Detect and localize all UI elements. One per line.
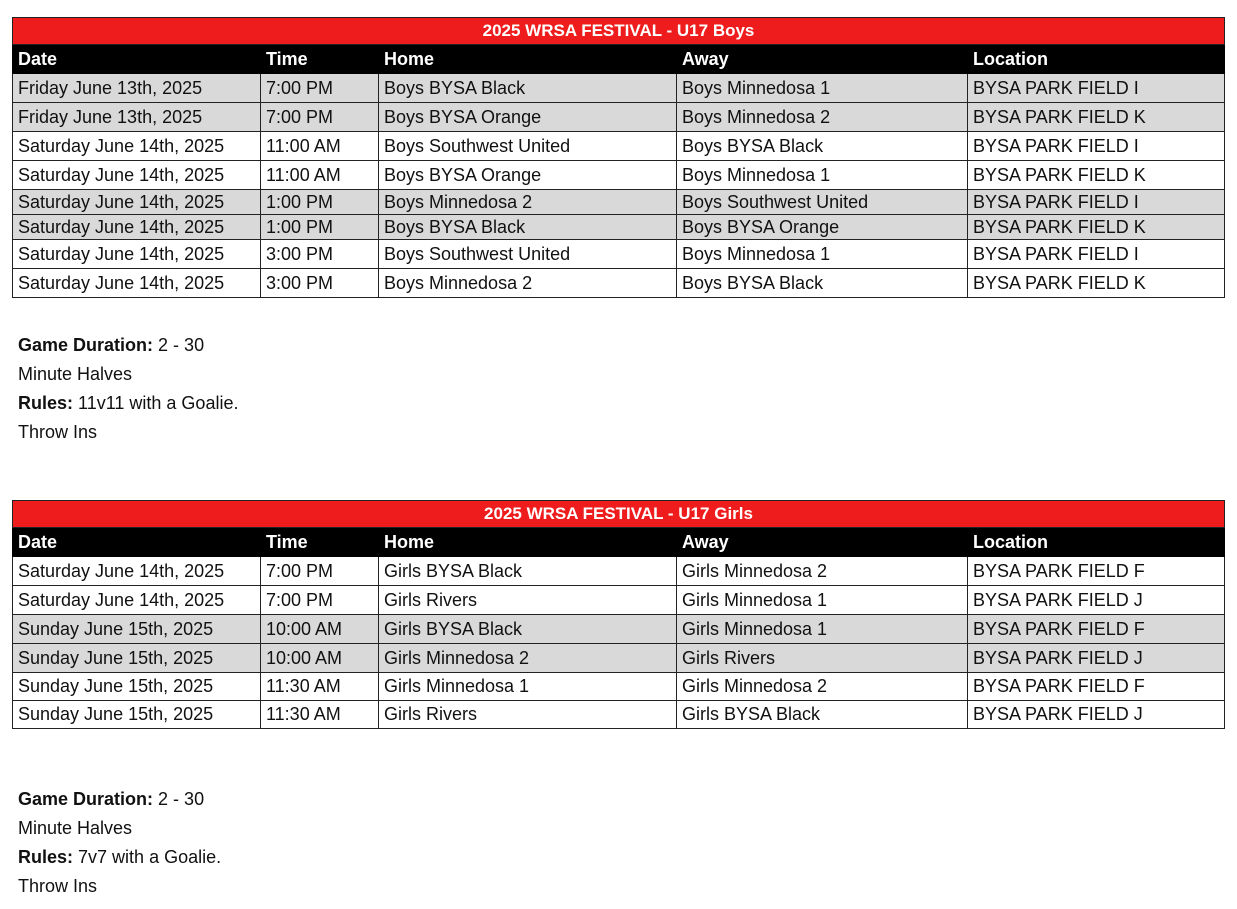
boys-schedule-table [12,17,1225,298]
cell-location: BYSA PARK FIELD I [968,74,1225,103]
cell-time: 10:00 AM [261,615,379,644]
column-header-away: Away [677,528,968,557]
table-row [13,701,1225,729]
cell-away: Girls Minnedosa 2 [677,673,968,701]
column-header-home: Home [379,45,677,74]
cell-date: Saturday June 14th, 2025 [13,240,261,269]
game-duration-continuation: Minute Halves [18,364,133,384]
girls-header-row [13,528,1225,557]
cell-home: Girls Minnedosa 2 [379,644,677,673]
cell-away: Boys Southwest United [677,190,968,215]
cell-home: Boys BYSA Black [379,74,677,103]
cell-home: Boys BYSA Orange [379,161,677,190]
cell-date: Sunday June 15th, 2025 [13,615,261,644]
game-duration-value: 2 - 30 [158,335,205,355]
cell-home: Girls BYSA Black [379,557,677,586]
cell-home: Boys Minnedosa 2 [379,269,677,298]
game-duration-line [18,332,278,361]
cell-time: 7:00 PM [261,557,379,586]
girls-table-body [13,557,1225,729]
girls-table-title: 2025 WRSA FESTIVAL - U17 Girls [13,501,1225,528]
rules-label: Rules: [18,393,74,413]
cell-home: Girls BYSA Black [379,615,677,644]
cell-away: Boys Minnedosa 1 [677,74,968,103]
cell-time: 7:00 PM [261,103,379,132]
column-header-date: Date [13,528,261,557]
table-row [13,215,1225,240]
cell-home: Boys BYSA Orange [379,103,677,132]
cell-date: Saturday June 14th, 2025 [13,269,261,298]
cell-home: Boys Southwest United [379,132,677,161]
cell-home: Boys Southwest United [379,240,677,269]
cell-time: 7:00 PM [261,586,379,615]
rules-value: 7v7 with a Goalie. [78,847,222,867]
cell-away: Girls BYSA Black [677,701,968,729]
cell-away: Girls Minnedosa 2 [677,557,968,586]
cell-date: Saturday June 14th, 2025 [13,557,261,586]
rules-label: Rules: [18,847,74,867]
cell-time: 11:00 AM [261,132,379,161]
rules-value: 11v11 with a Goalie. [78,393,239,413]
cell-time: 10:00 AM [261,644,379,673]
girls-notes [18,786,278,902]
cell-location: BYSA PARK FIELD K [968,269,1225,298]
table-row [13,190,1225,215]
cell-time: 3:00 PM [261,240,379,269]
cell-date: Sunday June 15th, 2025 [13,701,261,729]
table-row [13,161,1225,190]
cell-location: BYSA PARK FIELD F [968,673,1225,701]
cell-date: Friday June 13th, 2025 [13,74,261,103]
table-row [13,644,1225,673]
boys-table-body [13,74,1225,298]
column-header-time: Time [261,45,379,74]
rules-line [18,390,278,419]
table-row [13,615,1225,644]
column-header-away: Away [677,45,968,74]
cell-time: 3:00 PM [261,269,379,298]
cell-date: Saturday June 14th, 2025 [13,215,261,240]
cell-date: Saturday June 14th, 2025 [13,132,261,161]
game-duration-label: Game Duration: [18,335,154,355]
cell-time: 7:00 PM [261,74,379,103]
game-duration-label: Game Duration: [18,789,154,809]
cell-date: Saturday June 14th, 2025 [13,586,261,615]
table-row [13,240,1225,269]
game-duration-line [18,786,278,815]
rules-line [18,844,278,873]
table-row [13,586,1225,615]
cell-time: 11:30 AM [261,701,379,729]
table-row [13,103,1225,132]
cell-away: Boys Minnedosa 2 [677,103,968,132]
cell-away: Girls Minnedosa 1 [677,586,968,615]
cell-home: Boys BYSA Black [379,215,677,240]
cell-away: Girls Minnedosa 1 [677,615,968,644]
column-header-location: Location [968,45,1225,74]
cell-away: Boys Minnedosa 1 [677,240,968,269]
table-row [13,557,1225,586]
cell-home: Girls Minnedosa 1 [379,673,677,701]
cell-date: Saturday June 14th, 2025 [13,190,261,215]
cell-time: 1:00 PM [261,190,379,215]
cell-date: Sunday June 15th, 2025 [13,644,261,673]
cell-away: Boys Minnedosa 1 [677,161,968,190]
girls-schedule-table [12,500,1225,729]
cell-date: Saturday June 14th, 2025 [13,161,261,190]
cell-time: 1:00 PM [261,215,379,240]
cell-location: BYSA PARK FIELD I [968,240,1225,269]
cell-location: BYSA PARK FIELD J [968,586,1225,615]
cell-location: BYSA PARK FIELD J [968,701,1225,729]
table-row [13,74,1225,103]
table-row [13,269,1225,298]
cell-away: Girls Rivers [677,644,968,673]
column-header-date: Date [13,45,261,74]
column-header-time: Time [261,528,379,557]
cell-home: Girls Rivers [379,586,677,615]
cell-time: 11:30 AM [261,673,379,701]
column-header-home: Home [379,528,677,557]
game-duration-continuation: Minute Halves [18,818,133,838]
table-row [13,673,1225,701]
rules-continuation: Throw Ins [18,876,98,896]
table-row [13,132,1225,161]
cell-home: Girls Rivers [379,701,677,729]
cell-away: Boys BYSA Black [677,269,968,298]
rules-continuation: Throw Ins [18,422,98,442]
cell-home: Boys Minnedosa 2 [379,190,677,215]
boys-title-row [13,18,1225,45]
cell-location: BYSA PARK FIELD I [968,190,1225,215]
cell-time: 11:00 AM [261,161,379,190]
girls-title-row [13,501,1225,528]
cell-location: BYSA PARK FIELD K [968,215,1225,240]
game-duration-value: 2 - 30 [158,789,205,809]
column-header-location: Location [968,528,1225,557]
cell-date: Friday June 13th, 2025 [13,103,261,132]
cell-location: BYSA PARK FIELD F [968,557,1225,586]
boys-header-row [13,45,1225,74]
cell-location: BYSA PARK FIELD J [968,644,1225,673]
cell-location: BYSA PARK FIELD F [968,615,1225,644]
boys-table-title: 2025 WRSA FESTIVAL - U17 Boys [13,18,1225,45]
cell-location: BYSA PARK FIELD K [968,103,1225,132]
cell-away: Boys BYSA Black [677,132,968,161]
cell-date: Sunday June 15th, 2025 [13,673,261,701]
boys-notes [18,332,278,448]
cell-away: Boys BYSA Orange [677,215,968,240]
cell-location: BYSA PARK FIELD I [968,132,1225,161]
cell-location: BYSA PARK FIELD K [968,161,1225,190]
